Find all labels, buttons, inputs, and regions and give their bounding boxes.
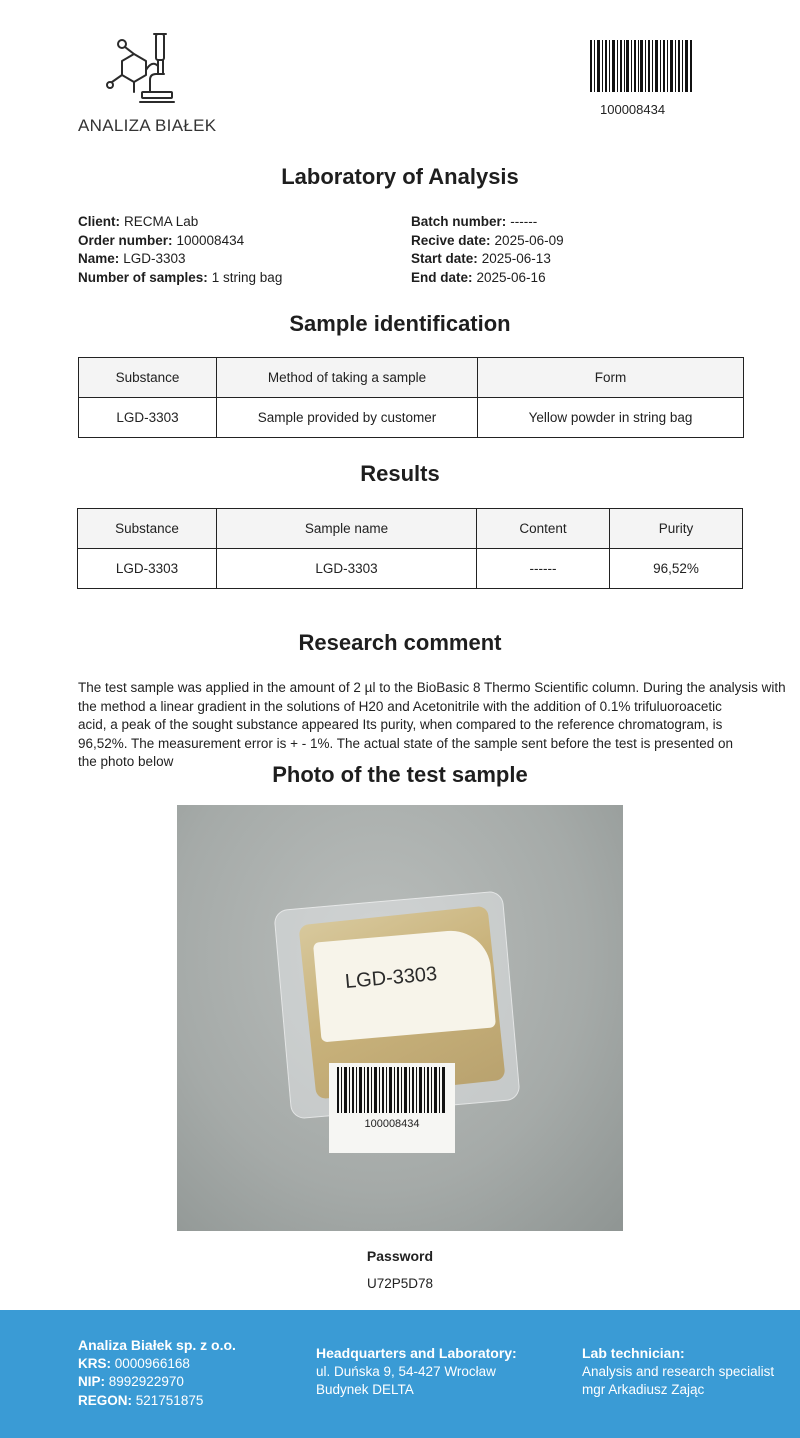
table-header-cell: Substance [78,509,217,549]
footer-hq-address: ul. Duńska 9, 54-427 Wrocław [316,1363,496,1379]
table-header-cell: Substance [79,358,217,398]
info-row-number-of-samples: Number of samples: 1 string bag [78,269,283,285]
logo-text: ANALIZA BIAŁEK [78,116,217,135]
microscope-molecule-icon [106,30,181,110]
table-header-cell: Sample name [217,509,477,549]
table-row [78,549,743,589]
footer-company-name: Analiza Białek sp. z o.o. [78,1337,236,1353]
footer-company-info [78,1336,236,1410]
sample-photo [177,805,623,1231]
table-cell: 96,52% [610,549,743,589]
footer-hq-heading: Headquarters and Laboratory: [316,1345,517,1361]
sample-identification-heading: Sample identification [289,311,511,336]
comment-line: 96,52%. The measurement error is + - 1%. The actual state of the sample sent before the test is presented on [78,735,733,751]
footer-tech-role: Analysis and research specialist [582,1363,775,1379]
footer-lab-technician [582,1344,774,1400]
footer-headquarters [316,1344,517,1400]
table-header-cell: Method of taking a sample [217,358,478,398]
table-cell: LGD-3303 [79,398,217,438]
comment-line: acid, a peak of the sought substance appeared Its purity, when compared to the reference chromatogram, is [78,717,723,732]
comment-line: the photo below [78,754,174,769]
table-header-cell: Purity [610,509,743,549]
password-label: Password [366,1248,434,1264]
table-cell: Yellow powder in string bag [478,398,744,438]
footer-regon: REGON: 521751875 [78,1392,204,1408]
table-row [79,398,744,438]
footer-krs: KRS: 0000966168 [78,1355,190,1371]
bag-barcode-image [337,1067,447,1113]
table-header-row [79,358,744,398]
sample-identification-table [78,357,744,438]
results-heading: Results [360,461,440,486]
table-cell: Sample provided by customer [217,398,478,438]
table-cell: LGD-3303 [78,549,217,589]
table-cell: ------ [477,549,610,589]
order-info-right [411,213,564,287]
password-value: U72P5D78 [366,1276,434,1291]
comment-line: the method a linear gradient in the solutions of H20 and Acetonitrile with the addition of 0.1% trifuluoroacetic [78,698,722,714]
table-header-cell: Form [478,358,744,398]
research-comment-text [78,679,786,772]
footer-tech-heading: Lab technician: [582,1345,685,1361]
barcode-number: 100008434 [600,102,666,117]
info-row-client: Client: RECMA Lab [78,214,199,229]
page-title: Laboratory of Analysis [281,164,519,189]
footer-nip: NIP: 8992922970 [78,1374,184,1389]
bag-label-text: LGD-3303 [344,963,439,993]
info-row-order-number: Order number: 100008434 [78,232,245,248]
info-row-start-date: Start date: 2025-06-13 [411,251,551,266]
footer-hq-building: Budynek DELTA [316,1382,414,1397]
photo-heading: Photo of the test sample [272,762,528,787]
info-row-receive-date: Recive date: 2025-06-09 [411,232,564,248]
comment-line: The test sample was applied in the amount of 2 µl to the BioBasic 8 Thermo Scientific column. During the analysis with [78,680,786,695]
info-row-end-date: End date: 2025-06-16 [411,269,546,285]
footer [0,1310,800,1438]
bag-barcode-sticker [329,1063,455,1153]
info-row-name: Name: LGD-3303 [78,251,186,266]
table-header-cell: Content [477,509,610,549]
table-cell: LGD-3303 [217,549,477,589]
company-logo [78,30,217,140]
bag-barcode-number: 100008434 [364,1118,420,1130]
research-comment-heading: Research comment [298,630,502,655]
order-info-left [78,213,282,287]
results-table [77,508,743,589]
table-header-row [78,509,743,549]
barcode-image [590,40,692,92]
info-row-batch-number: Batch number: ------ [411,214,538,229]
footer-tech-name: mgr Arkadiusz Zając [582,1382,705,1397]
